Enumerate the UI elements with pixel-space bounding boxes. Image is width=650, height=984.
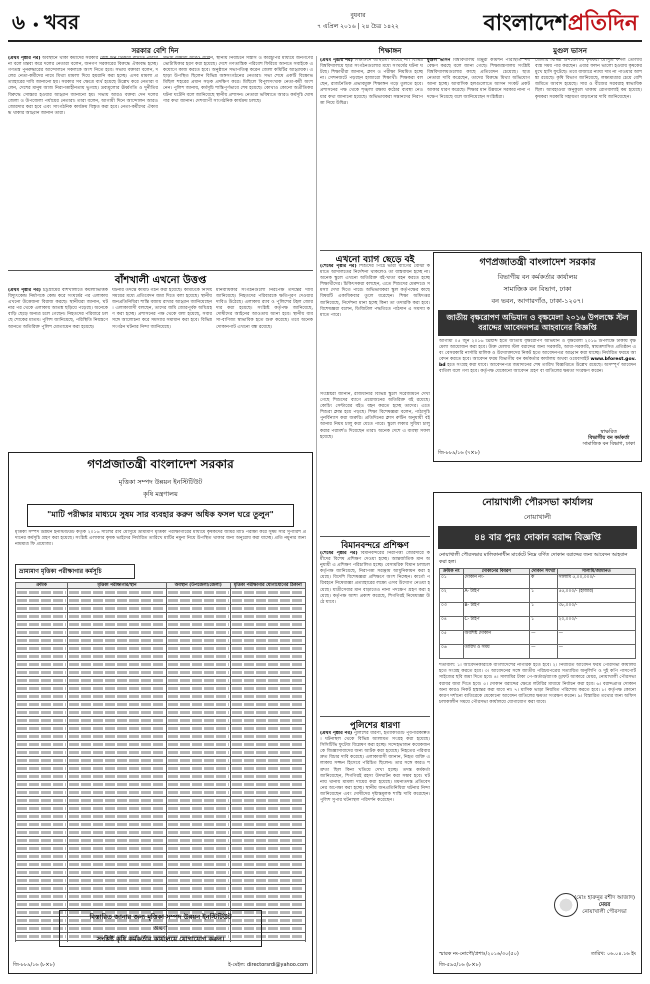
schedule-cell xyxy=(230,797,305,805)
pourashava-cell: অবশিষ্ট দোকান xyxy=(463,631,530,645)
pourashava-cell: ১ xyxy=(530,617,557,631)
schedule-cell xyxy=(230,717,305,725)
headline-banshkhali: বাঁশখালী এখনো উত্তপ্ত xyxy=(114,275,207,286)
pourashava-banner: ৪৪ বার পুনঃ দোকান বরাদ্দ বিজ্ঞপ্তি xyxy=(438,526,637,549)
schedule-cell xyxy=(230,749,305,757)
ad-forest-department xyxy=(433,252,642,462)
schedule-cell xyxy=(230,741,305,749)
article-left-col1: (প্রথম পৃষ্ঠার পর) অবস্থানে থাকা কর্মীদের সরকার বেশি দিন টিকিয়ে রাখতে পারবে না বলে মন্তব্য করে দলের নেতারা বলেন, জনগণ সরকারের বিরুদ্ধে ঐক্যবদ্ধ হচ্ছে। গণতন্ত্র পুনরুদ্ধারের আন্দোলনে সকলকে অংশ নিতে হবে। সভায় বক্তারা বলেন, দলের নেতা-কর্মীদের নামে মিথ্যা মামলা দিয়ে হয়রানি করা হচ্ছে। এসব মামলা প্রত্যাহারের দাবি জানানো হয়। সরকার সব ক্ষেত্রে ব্যর্থ হয়েছে উল্লেখ করে নেতারা বলেন, দেশের মানুষ আজ নিরাপত্তাহীনতায় ভুগছে। দ্রব্যমূল্যের ঊর্ধ্বগতি ও দুর্নীতির বিরুদ্ধে সোচ্চার হওয়ার আহ্বান জানানো হয়। সভায় আরও বক্তব্য দেন দলের জেলা ও উপজেলা পর্যায়ের নেতারা। তারা বলেন, আগামী দিনে আন্দোলন আরও জোরদার করা হবে এবং সাংগঠনিক কার্যক্রম বিস্তৃত করা হবে। নেতা-কর্মীদের ঐক্যবদ্ধ থাকার আহ্বান জানান তারা। xyxy=(8,56,158,116)
schedule-row xyxy=(16,813,306,821)
section-name: খবর xyxy=(43,10,80,34)
schedule-cell xyxy=(68,629,167,637)
schedule-cell xyxy=(68,765,167,773)
schedule-cell xyxy=(68,597,167,605)
schedule-cell xyxy=(16,765,68,773)
col-contact: মৃত্তিকা পরীক্ষাগার যোগাযোগের ঠিকানা xyxy=(230,583,305,589)
article-airport: (শেষের পৃষ্ঠার পর) বিমানবন্দরের নিরাপত্তা জোরদারে কর্মীদের বিশেষ প্রশিক্ষণ দেওয়া হচ্ছে। আন্তর্জাতিক মান অনুযায়ী এ প্রশিক্ষণ পরিচালিত হচ্ছে। বেসামরিক বিমান চলাচল কর্তৃপক্ষ জানিয়েছে, নিরাপত্তা সরঞ্জাম আধুনিকায়ন করা হয়েছে। বিদেশি বিশেষজ্ঞরা প্রশিক্ষণে অংশ নিচ্ছেন। কার্গো পরিবহনে নিষেধাজ্ঞা প্রত্যাহারের লক্ষ্যে এসব উদ্যোগ নেওয়া হয়েছে। যাত্রীসেবার মান বাড়াতেও নানা পদক্ষেপ গ্রহণ করা হয়েছে। কর্তৃপক্ষ আশা প্রকাশ করেছে, শিগগিরই নিষেধাজ্ঞা উঠে যাবে। xyxy=(320,551,430,605)
schedule-cell xyxy=(166,733,230,741)
section-head-right: মুগুল ভাসন xyxy=(520,45,620,59)
pourashava-cell: ০৫ xyxy=(440,631,464,645)
schedule-cell xyxy=(68,653,167,661)
forest-ad-ref: জি-৮৮৯/১৬ (৭×৮) xyxy=(438,450,480,456)
schedule-cell xyxy=(68,589,167,597)
schedule-body xyxy=(16,589,306,942)
schedule-cell xyxy=(230,629,305,637)
schedule-cell xyxy=(166,813,230,821)
pourashava-header-row: ক্রমিক নং দোকানের বিবরণ দোকান সংখ্যা সালামি/জামানত xyxy=(440,569,636,575)
pourashava-cell: — xyxy=(557,645,635,659)
schedule-cell xyxy=(16,821,68,829)
schedule-cell xyxy=(166,765,230,773)
schedule-cell xyxy=(68,877,167,885)
schedule-row xyxy=(16,877,306,885)
schedule-cell xyxy=(68,669,167,677)
schedule-cell xyxy=(166,605,230,613)
schedule-cell xyxy=(16,837,68,845)
schedule-cell xyxy=(68,861,167,869)
ad-slogan: "মাটি পরীক্ষার মাধ্যমে সুষম সার ব্যবহার করুন অধিক ফসল ঘরে তুলুন" xyxy=(27,504,294,527)
schedule-cell xyxy=(16,893,68,901)
schedule-cell xyxy=(230,589,305,597)
col-serial: ক্রমিক xyxy=(16,583,68,589)
schedule-cell xyxy=(68,741,167,749)
schedule-cell xyxy=(166,653,230,661)
pourashava-cell: ৫৫,০০০/- (হাজার) xyxy=(557,589,635,603)
schedule-cell xyxy=(16,845,68,853)
schedule-cell xyxy=(230,709,305,717)
forest-ad-banner: জাতীয় বৃক্ষরোপণ অভিযান ও বৃক্ষমেলা ২০১৬ উপলক্ষে স্টল বরাদ্দের আবেদনপত্র আহবানের বিজ্ঞপ্তি xyxy=(438,310,637,336)
schedule-cell xyxy=(166,837,230,845)
schedule-row xyxy=(16,869,306,877)
pourashava-cell: — xyxy=(557,631,635,645)
schedule-cell xyxy=(68,805,167,813)
schedule-cell xyxy=(68,613,167,621)
schedule-cell xyxy=(16,717,68,725)
schedule-row xyxy=(16,733,306,741)
schedule-cell xyxy=(166,589,230,597)
pourashava-cell: সালামি ৫,০০,০০০/- xyxy=(557,575,635,589)
schedule-cell xyxy=(230,669,305,677)
forest-ad-title: গণপ্রজাতন্ত্রী বাংলাদেশ সরকার xyxy=(479,257,596,268)
schedule-cell xyxy=(16,829,68,837)
schedule-cell xyxy=(16,621,68,629)
schedule-cell xyxy=(68,733,167,741)
pourashava-ref: জি-৫৯৫/১৬ (৮×৮) xyxy=(439,962,481,968)
pourashava-cell: ৩৮,০০০/- xyxy=(557,603,635,617)
schedule-cell xyxy=(166,637,230,645)
schedule-row xyxy=(16,717,306,725)
schedule-cell xyxy=(68,845,167,853)
schedule-cell xyxy=(68,621,167,629)
schedule-cell xyxy=(68,901,167,909)
schedule-cell xyxy=(166,749,230,757)
pourashava-terms: শর্তাবলি: ১। আবেদনকারীকে বাংলাদেশের নাগরিক হতে হবে। ২। নির্ধারিত আবেদন ফরম পৌরসভা কার্যালয় হতে সংগ্রহ করতে হবে। ৩। আবেদনের সঙ্গে জাতীয় পরিচয়পত্রের সত্যায়িত অনুলিপি ও দুই কপি পাসপোর্ট সাইজের ছবি জমা দিতে হবে। ৪। সালামির টাকা পে-অর্ডার/ব্যাংক ড্রাফট আকারে মেয়র, নোয়াখালী পৌরসভা বরাবর জমা দিতে হবে। ৫। দোকান বরাদ্দের ক্ষেত্রে লটারির মাধ্যমে নির্বাচন করা হবে। ৬। বরাদ্দপ্রাপ্ত দোকান অন্য কারও নিকট হস্তান্তর করা যাবে না। ৭। মাসিক ভাড়া নিয়মিত পরিশোধ করতে হবে। ৮। কর্তৃপক্ষ কোনো কারণ দর্শানো ব্যতিরেকে যেকোনো আবেদন বাতিলের ক্ষমতা সংরক্ষণ করেন। ৯। বিস্তারিত তথ্যের জন্য অফিস চলাকালীন সময়ে পৌরসভা কার্যালয়ে যোগাযোগ করা যাবে। xyxy=(439,663,636,705)
schedule-cell xyxy=(230,733,305,741)
schedule-cell xyxy=(230,885,305,893)
article-banshkhali-col2: ঘটনার তদন্তে কমিটি গঠন করা হয়েছে। কমিটিকে নির্দিষ্ট সময়ের মধ্যে প্রতিবেদন জমা দিতে বলা হয়েছে। স্থানীয় জনপ্রতিনিধিরা শান্তি বজায় রাখার আহ্বান জানিয়েছেন। এলাকাবাসী বলছেন, তাদের জমি জোরপূর্বক অধিগ্রহণ করা হচ্ছে। প্রশাসনের পক্ষ থেকে বলা হয়েছে, সবার সঙ্গে আলোচনা করে সমস্যার সমাধান করা হবে। বিভিন্ন সংগঠন ঘটনার নিন্দা জানিয়েছে। xyxy=(112,288,212,330)
schedule-cell xyxy=(166,677,230,685)
schedule-row xyxy=(16,661,306,669)
ad-subtitle: মৃত্তিকা সম্পদ উন্নয়ন ইনস্টিটিউট xyxy=(118,478,203,486)
schedule-cell xyxy=(68,645,167,653)
article-middle-lower: সংশ্লিষ্টরা জানান, রাজধানীর বিভিন্ন স্কুলে সরেজমিনে দেখা গেছে শিশুদের ব্যাগে প্রয়োজনের অতিরিক্ত বই রয়েছে। কোচিং সেন্টারের বইও বহন করতে হচ্ছে তাদের। এতে শিশুরা ক্লান্ত হয়ে পড়ছে। শিক্ষা বিশেষজ্ঞরা বলেন, পাঠ্যসূচি পুনর্বিন্যাস করা জরুরি। প্রতিদিনের ক্লাস রুটিন অনুযায়ী বই আনার নিয়ম চালু করা যেতে পারে। স্কুলে লকার সুবিধা চালু করার পরামর্শও দিয়েছেন তারা। অনেক দেশে এ ব্যবস্থা সফল হয়েছে। xyxy=(320,392,430,440)
article-banshkhali-col3: মানবাধিকার সংগঠনগুলো নিরপেক্ষ তদন্তের দাবি জানিয়েছে। নিহতদের পরিবারকে ক্ষতিপূরণ দেওয়ার দাবিও উঠেছে। এলাকায় র‌্যাব ও পুলিশের টহল জোরদার করা হয়েছে। সংশ্লিষ্ট কর্তৃপক্ষ জানিয়েছে, দোষীদের আইনের আওতায় আনা হবে। স্থানীয় ব্যবসা-বাণিজ্য স্বাভাবিক হতে শুরু করেছে। তবে অনেক দোকানপাট এখনো বন্ধ রয়েছে। xyxy=(216,288,313,330)
ad-soil-resource-institute xyxy=(8,452,313,974)
schedule-cell xyxy=(166,645,230,653)
schedule-row xyxy=(16,701,306,709)
schedule-cell xyxy=(230,677,305,685)
schedule-cell xyxy=(68,677,167,685)
schedule-cell xyxy=(16,605,68,613)
schedule-cell xyxy=(230,781,305,789)
schedule-cell xyxy=(68,693,167,701)
forest-ad-division: সামাজিক বন বিভাগ, ঢাকা xyxy=(503,285,572,293)
schedule-cell xyxy=(68,773,167,781)
schedule-cell xyxy=(16,789,68,797)
schedule-row xyxy=(16,797,306,805)
schedule-row xyxy=(16,821,306,829)
pourashava-cell: ০৩ xyxy=(440,603,464,617)
pourashava-cell: A- টাইপ xyxy=(463,589,530,603)
schedule-cell xyxy=(16,901,68,909)
schedule-row xyxy=(16,765,306,773)
schedule-row xyxy=(16,637,306,645)
schedule-cell xyxy=(166,613,230,621)
pourashava-cell: ০২ xyxy=(440,589,464,603)
schedule-cell xyxy=(16,685,68,693)
headline-bag-book: এখনো ব্যাগ ছেড়ে বই xyxy=(335,255,415,265)
schedule-row xyxy=(16,677,306,685)
schedule-cell xyxy=(16,885,68,893)
schedule-row xyxy=(16,597,306,605)
schedule-cell xyxy=(16,861,68,869)
pourashava-row xyxy=(440,589,636,603)
page-number: ৬ • খবর xyxy=(12,10,80,34)
schedule-row xyxy=(16,685,306,693)
schedule-row xyxy=(16,621,306,629)
schedule-cell xyxy=(68,781,167,789)
schedule-cell xyxy=(68,749,167,757)
schedule-cell xyxy=(16,877,68,885)
schedule-cell xyxy=(166,685,230,693)
issue-date: বুধবার ৭ এপ্রিল ২০১৬ | ২৪ চৈত্র ১৪২২ xyxy=(317,12,399,30)
pourashava-cell: ২০,০০০/- xyxy=(557,617,635,631)
schedule-cell xyxy=(16,597,68,605)
schedule-cell xyxy=(230,597,305,605)
ad-footer-box: বিস্তারিত জানার জন্য মৃত্তিকা সম্পদ উন্নয়ন ইনস্টিটিউট অথবা সংশ্লিষ্ট কৃষি কর্মকর্তার কার্যালয়ে যোগাযোগ করুন। xyxy=(59,910,262,947)
schedule-cell xyxy=(16,613,68,621)
article-bag-book: (শেষের পৃষ্ঠার পর) শিশুদের পিঠে ভারী ব্যাগের বোঝা কমাতে আদালতের নির্দেশনা থাকলেও তা বাস্তবায়ন হচ্ছে না। অনেক স্কুলে এখনো অতিরিক্ত বই-খাতা বহন করতে হচ্ছে শিক্ষার্থীদের। চিকিৎসকরা বলছেন, এতে শিশুদের মেরুদণ্ডে সমস্যা দেখা দিতে পারে। অভিভাবকরা স্কুল কর্তৃপক্ষের কাছে বিষয়টি একাধিকবার তুলে ধরেছেন। শিক্ষা অধিদপ্তর জানিয়েছে, নির্দেশনা মানা হচ্ছে কিনা তা তদারকি করা হবে। বিশেষজ্ঞরা বলেন, ডিজিটাল পদ্ধতিতে পাঠদান এ সমস্যা কমাতে পারে। xyxy=(320,264,430,318)
schedule-cell xyxy=(16,749,68,757)
schedule-cell xyxy=(230,837,305,845)
schedule-cell xyxy=(166,797,230,805)
schedule-label: ভ্রাম্যমাণ মৃত্তিকা পরীক্ষাগার কর্মসূচি xyxy=(15,564,135,579)
schedule-row xyxy=(16,757,306,765)
schedule-cell xyxy=(166,901,230,909)
schedule-cell xyxy=(68,757,167,765)
ad-title: গণপ্রজাতন্ত্রী বাংলাদেশ সরকার xyxy=(87,457,234,471)
schedule-cell xyxy=(230,645,305,653)
schedule-cell xyxy=(16,741,68,749)
schedule-cell xyxy=(230,653,305,661)
schedule-row xyxy=(16,901,306,909)
schedule-cell xyxy=(166,757,230,765)
headline-airport-training: বিমানবন্দরে প্রশিক্ষণ xyxy=(341,541,409,551)
schedule-cell xyxy=(16,869,68,877)
schedule-row xyxy=(16,629,306,637)
pourashava-cell: B- টাইপ xyxy=(463,603,530,617)
ad-subtitle-2: কৃষি মন্ত্রণালয় xyxy=(143,490,178,498)
schedule-row xyxy=(16,845,306,853)
pourashava-row xyxy=(440,631,636,645)
forest-ad-office: বিভাগীয় বন কর্মকর্তার কার্যালয় xyxy=(497,273,578,281)
pourashava-cell: তারিখ ও সময় xyxy=(463,645,530,659)
schedule-cell xyxy=(230,701,305,709)
schedule-cell xyxy=(68,829,167,837)
schedule-cell xyxy=(230,637,305,645)
schedule-cell xyxy=(16,677,68,685)
schedule-cell xyxy=(16,797,68,805)
schedule-cell xyxy=(16,637,68,645)
forest-ad-signature: স্বাক্ষরিত বিভাগীয় বন কর্মকর্তা সামাজিক বন বিভাগ, ঢাকা xyxy=(582,429,635,447)
schedule-cell xyxy=(166,821,230,829)
schedule-row xyxy=(16,885,306,893)
schedule-cell xyxy=(166,741,230,749)
schedule-cell xyxy=(166,669,230,677)
schedule-cell xyxy=(230,893,305,901)
schedule-cell xyxy=(68,685,167,693)
pourashava-signature: (মোঃ হারুনুর রশীদ আজাদ) মেয়র নোয়াখালী পৌরসভা xyxy=(574,895,635,915)
ad-contact: ই-মেইল: directorsrdi@yahoo.com xyxy=(228,962,308,968)
article-banshkhali-col1: (প্রথম পৃষ্ঠার পর) চট্টগ্রামের বাঁশখালীতে কয়লাভিত্তিক বিদ্যুৎকেন্দ্র নির্মাণকে কেন্দ্র করে সংঘর্ষের পর এলাকায় এখনো উত্তেজনা বিরাজ করছে। স্থানীয়রা জানান, ঘটনার পর থেকে এলাকায় আতঙ্ক ছড়িয়ে পড়েছে। অনেকে বাড়ি ছেড়ে অন্যত্র চলে গেছেন। নিহতদের পরিবারে চলছে শোকের মাতম। পুলিশ জানিয়েছে, পরিস্থিতি নিয়ন্ত্রণে আনতে অতিরিক্ত পুলিশ মোতায়েন করা হয়েছে। xyxy=(8,288,108,330)
schedule-cell xyxy=(68,605,167,613)
schedule-cell xyxy=(166,853,230,861)
schedule-cell xyxy=(68,869,167,877)
schedule-cell xyxy=(166,661,230,669)
ad-intro-text: মৃত্তিকা সম্পদ উন্নয়ন ইনস্টিটিউট কর্তৃক ২০১৬ সালের রবি মৌসুমে ভ্রাম্যমাণ মৃত্তিকা পরীক্ষাগারের মাধ্যমে কৃষকদের জমির মাটি পরীক্ষা করে সুষম সার সুপারিশ প্রদানের কর্মসূচি গ্রহণ করা হয়েছে। সংশ্লিষ্ট এলাকার কৃষক ভাইদের নির্ধারিত তারিখে মাটির নমুনা নিয়ে উপস্থিত থাকার জন্য অনুরোধ করা যাচ্ছে। প্রতি নমুনার জন্য নামমাত্র ফি প্রযোজ্য। xyxy=(15,530,306,548)
schedule-cell xyxy=(230,813,305,821)
schedule-row xyxy=(16,837,306,845)
schedule-row xyxy=(16,725,306,733)
pourashava-table-wrap xyxy=(439,568,636,659)
article-middle-col2: মুগুল ভাসন বিশ্ববিদ্যালয় মঞ্জুরী কমিশন পরিস্থিতি পর্যবেক্ষণ করছে বলে জানা গেছে। শিক্ষামন্ত্রণালয় সংশ্লিষ্ট বিশ্ববিদ্যালয়গুলোর কাছে প্রতিবেদন চেয়েছে। ছাত্রনেতারা দাবি করেছেন, তাদের বিরুদ্ধে মিথ্যা অভিযোগ আনা হচ্ছে। আবাসিক হলগুলোতে আসন সংকট প্রকট আকার ধারণ করেছে। শিক্ষার মান উন্নয়নে সরকার নানা পদক্ষেপ নিয়েছে বলে জানিয়েছেন সংশ্লিষ্টরা। xyxy=(427,58,530,100)
schedule-cell xyxy=(230,901,305,909)
schedule-cell xyxy=(166,597,230,605)
schedule-row xyxy=(16,709,306,717)
schedule-cell xyxy=(16,669,68,677)
schedule-cell xyxy=(166,781,230,789)
schedule-cell xyxy=(16,693,68,701)
schedule-cell xyxy=(68,797,167,805)
schedule-cell xyxy=(16,629,68,637)
schedule-cell xyxy=(230,877,305,885)
schedule-cell xyxy=(68,637,167,645)
pourashava-cell: — xyxy=(530,645,557,659)
schedule-row xyxy=(16,893,306,901)
schedule-cell xyxy=(16,813,68,821)
ad-ref-no: জি-৮৮৯/১৬ (৮×৮) xyxy=(13,962,55,968)
schedule-row xyxy=(16,789,306,797)
schedule-cell xyxy=(166,717,230,725)
schedule-cell xyxy=(16,805,68,813)
pourashava-intro: নোয়াখালী পৌরসভার মালিকানাধীন মার্কেটে নিম্নে বর্ণিত দোকান বরাদ্দের জন্য আবেদন আহবান করা হল। xyxy=(439,552,628,565)
schedule-row xyxy=(16,589,306,597)
schedule-row xyxy=(16,741,306,749)
pourashava-title: নোয়াখালী পৌরসভা কার্যালয় xyxy=(482,497,593,508)
brand-logo: বাংলাদেশপ্রতিদিন xyxy=(483,10,638,36)
pourashava-row xyxy=(440,645,636,659)
schedule-cell xyxy=(230,829,305,837)
schedule-row xyxy=(16,605,306,613)
pourashava-memo: স্মারক নং-নোপৌ/প্রশাঃ/২০১৬/৩০(৫০) xyxy=(439,951,519,957)
schedule-cell xyxy=(230,661,305,669)
pourashava-row xyxy=(440,617,636,631)
schedule-cell xyxy=(230,789,305,797)
schedule-row xyxy=(16,613,306,621)
schedule-cell xyxy=(166,845,230,853)
schedule-cell xyxy=(230,725,305,733)
schedule-cell xyxy=(230,685,305,693)
forest-ad-body: আগামী ০৫ জুন ২০১৬ খ্রিষ্টাব্দ হতে জাতীয় বৃক্ষরোপণ অভিযান ও বৃক্ষমেলা ২০১৬ উপলক্ষে ঢাকায় বৃক্ষমেলা আয়োজন করা হবে। উক্ত মেলায় স্টল বরাদ্দের জন্য সরকারি, আধা-সরকারি, স্বায়ত্তশাসিত প্রতিষ্ঠান এবং বেসরকারি নার্সারি মালিক ও উদ্যোক্তাদের নিকট হতে আবেদনপত্র আহ্বান করা যাচ্ছে। নির্ধারিত ফরমে আবেদন করতে হবে। আবেদন ফরম বিভাগীয় বন কর্মকর্তার কার্যালয় অথবা ওয়েবসাইট www.bforest.gov.bd হতে সংগ্রহ করা যাবে। আবেদনপত্র জমাদানের শেষ তারিখ বিজ্ঞপ্তিতে উল্লেখ রয়েছে। অসম্পূর্ণ আবেদন বাতিল বলে গণ্য হবে। কর্তৃপক্ষ যেকোনো আবেদন গ্রহণ বা বাতিলের ক্ষমতা সংরক্ষণ করেন। xyxy=(439,339,636,375)
schedule-cell xyxy=(68,813,167,821)
schedule-cell xyxy=(16,781,68,789)
schedule-cell xyxy=(16,701,68,709)
schedule-cell xyxy=(16,709,68,717)
schedule-cell xyxy=(230,621,305,629)
schedule-row xyxy=(16,749,306,757)
schedule-cell xyxy=(68,837,167,845)
schedule-cell xyxy=(68,709,167,717)
pourashava-cell: দোকান নং- xyxy=(463,575,530,589)
schedule-cell xyxy=(230,853,305,861)
schedule-cell xyxy=(230,821,305,829)
schedule-cell xyxy=(68,725,167,733)
schedule-row xyxy=(16,693,306,701)
schedule-cell xyxy=(230,613,305,621)
schedule-cell xyxy=(16,725,68,733)
schedule-cell xyxy=(68,717,167,725)
schedule-cell xyxy=(68,853,167,861)
ad-noakhali-pourashava xyxy=(433,492,642,974)
schedule-cell xyxy=(230,869,305,877)
pourashava-cell: ০৬ xyxy=(440,645,464,659)
pourashava-table xyxy=(439,568,636,659)
schedule-cell xyxy=(230,757,305,765)
pourashava-cell: ০১ xyxy=(440,575,464,589)
article-left-col2: সভায় বক্তারা আরও বলেন, স্থানীয় নির্বাচনে সন্ত্রাস ও কারচুপির মাধ্যমে জনগণের ভোটাধিকার হরণ করা হয়েছে। দেশে গণতান্ত্রিক পরিবেশ ফিরিয়ে আনতে সবাইকে একযোগে কাজ করতে হবে। অনুষ্ঠানে সভাপতিত্ব করেন জেলা কমিটির আহ্বায়ক। এ ছাড়া উপস্থিত ছিলেন বিভিন্ন অঙ্গসংগঠনের নেতারা। সভা শেষে একটি বিক্ষোভ মিছিল শহরের প্রধান সড়ক প্রদক্ষিণ করে। মিছিলে বিপুলসংখ্যক নেতা-কর্মী অংশ নেন। পুলিশ জানায়, কর্মসূচি শান্তিপূর্ণভাবে শেষ হয়েছে। কোথাও কোনো অপ্রীতিকর ঘটনা ঘটেনি বলে জানিয়েছে স্থানীয় প্রশাসন। নেতারা ভবিষ্যতে আরও কর্মসূচি ঘোষণার কথা জানান। দেশব্যাপী সাংগঠনিক কার্যক্রম চলছে। xyxy=(163,56,313,104)
schedule-cell xyxy=(230,765,305,773)
schedule-cell xyxy=(16,757,68,765)
schedule-row xyxy=(16,773,306,781)
schedule-cell xyxy=(16,773,68,781)
schedule-row xyxy=(16,653,306,661)
schedule-cell xyxy=(68,821,167,829)
schedule-row xyxy=(16,669,306,677)
schedule-cell xyxy=(230,861,305,869)
schedule-cell xyxy=(16,645,68,653)
section-head-left: সরকার বেশি দিন xyxy=(100,45,210,59)
schedule-cell xyxy=(166,885,230,893)
schedule-cell xyxy=(166,693,230,701)
schedule-cell xyxy=(230,773,305,781)
schedule-row xyxy=(16,861,306,869)
schedule-cell xyxy=(68,701,167,709)
schedule-cell xyxy=(166,789,230,797)
masthead-rule xyxy=(8,40,642,42)
article-right-col1: জেলার বিভিন্ন উপজেলায় কৃষকরা মৌসুমি ফসল তোলায় ব্যস্ত সময় পার করছেন। এবার ফলন ভালো হওয়ায় কৃষকের মুখে হাসি ফুটেছে। তবে বাজারে ন্যায্য দাম না পাওয়ার আশঙ্কা রয়েছে। কৃষি বিভাগ জানিয়েছে, লক্ষ্যমাত্রার চেয়ে বেশি জমিতে আবাদ হয়েছে। সার ও বীজের সরবরাহ স্বাভাবিক ছিল। আবহাওয়া অনুকূলে থাকায় রোগবালাই কম হয়েছে। কৃষকরা সরকারি সহায়তা বাড়ানোর দাবি জানিয়েছেন। xyxy=(535,58,642,100)
pourashava-cell: ক xyxy=(530,575,557,589)
pourashava-cell: C- টাইপ xyxy=(463,617,530,631)
section-head-middle: শিক্ষাঙ্গন xyxy=(340,45,440,59)
schedule-cell xyxy=(230,605,305,613)
headline-police-idea: পুলিশের ধারণা xyxy=(349,721,401,731)
pourashava-cell: — xyxy=(530,631,557,645)
pourashava-subtitle: নোয়াখালী xyxy=(524,513,551,521)
schedule-cell xyxy=(166,877,230,885)
schedule-row xyxy=(16,645,306,653)
schedule-cell xyxy=(166,629,230,637)
schedule-cell xyxy=(68,789,167,797)
schedule-cell xyxy=(166,621,230,629)
schedule-cell xyxy=(16,589,68,597)
schedule-cell xyxy=(166,701,230,709)
pourashava-cell: ০৪ xyxy=(440,617,464,631)
schedule-cell xyxy=(166,709,230,717)
schedule-row xyxy=(16,805,306,813)
schedule-cell xyxy=(16,653,68,661)
schedule-cell xyxy=(68,885,167,893)
schedule-cell xyxy=(16,733,68,741)
schedule-cell xyxy=(166,861,230,869)
forest-ad-address: বন ভবন, আগারগাঁও, ঢাকা-১২০৭। xyxy=(491,297,584,305)
schedule-cell xyxy=(166,773,230,781)
schedule-row xyxy=(16,781,306,789)
schedule-cell xyxy=(230,805,305,813)
pourashava-cell: ১ xyxy=(530,589,557,603)
col-location: অবস্থান (উপজেলা/জেলা) xyxy=(166,583,230,589)
pourashava-row xyxy=(440,603,636,617)
schedule-row xyxy=(16,853,306,861)
pourashava-cell: ১ xyxy=(530,603,557,617)
masthead xyxy=(8,4,642,38)
schedule-cell xyxy=(68,893,167,901)
schedule-cell xyxy=(230,693,305,701)
schedule-cell xyxy=(230,845,305,853)
schedule-cell xyxy=(166,869,230,877)
schedule-cell xyxy=(16,853,68,861)
article-police: (প্রথম পৃষ্ঠার পর) পুলিশের ধারণা, হত্যাকাণ্ডটি পূর্বপরিকল্পিত। ঘটনাস্থল থেকে বিভিন্ন আলামত সংগ্রহ করা হয়েছে। সিসিটিভি ফুটেজ বিশ্লেষণ করা হচ্ছে। সন্দেহভাজন কয়েকজনকে জিজ্ঞাসাবাদের জন্য আটক করা হয়েছে। নিহতের পরিবার দ্রুত বিচার দাবি করেছে। এলাকাবাসী জানান, নিহত ব্যক্তি এলাকায় সজ্জন হিসেবে পরিচিত ছিলেন। তার সঙ্গে কারও শত্রুতা ছিল কিনা খতিয়ে দেখা হচ্ছে। তদন্ত কর্মকর্তা জানিয়েছেন, শিগগিরই রহস্য উদঘাটন করা সম্ভব হবে। ঘটনায় থানায় মামলা দায়ের করা হয়েছে। ময়নাতদন্ত প্রতিবেদনের অপেক্ষা করা হচ্ছে। স্থানীয় জনপ্রতিনিধিরা ঘটনার নিন্দা জানিয়েছেন এবং দোষীদের দৃষ্টান্তমূলক শাস্তি দাবি করেছেন। পুলিশ সুপার ঘটনাস্থল পরিদর্শন করেছেন। xyxy=(320,731,430,804)
schedule-cell xyxy=(166,893,230,901)
schedule-cell xyxy=(68,661,167,669)
pourashava-row xyxy=(440,575,636,589)
schedule-cell xyxy=(166,725,230,733)
schedule-table xyxy=(15,582,306,942)
schedule-cell xyxy=(166,805,230,813)
col-lab: মৃত্তিকা পরীক্ষাগার/স্থান xyxy=(68,583,167,589)
schedule-row xyxy=(16,829,306,837)
pourashava-date: তারিখ: ০৬.০৪.১৬ ইং xyxy=(591,951,636,957)
schedule-cell xyxy=(166,829,230,837)
pourashava-body xyxy=(440,575,636,659)
schedule-table-wrap xyxy=(15,582,306,942)
schedule-cell xyxy=(16,661,68,669)
article-middle-col1: (প্রথম পৃষ্ঠার পর) শিক্ষাঙ্গনে অস্থিরতা কাটছে না। বিভিন্ন বিশ্ববিদ্যালয়ে ছাত্র সংগঠনগুলোর মধ্যে সংঘর্ষের ঘটনা ঘটছে। শিক্ষার্থীরা জানান, ক্লাস ও পরীক্ষা নিয়মিত হচ্ছে না। সেশনজটে পড়ছেন হাজারো শিক্ষার্থী। শিক্ষকরা বলছেন, রাজনৈতিক প্রভাবমুক্ত শিক্ষাঙ্গন গড়ে তুলতে হবে। প্রশাসনের পক্ষ থেকে শৃঙ্খলা রক্ষায় কঠোর ব্যবস্থা নেওয়ার কথা জানানো হয়েছে। অভিভাবকরা সন্তানদের নিরাপত্তা নিয়ে উদ্বিগ্ন। xyxy=(320,58,423,106)
